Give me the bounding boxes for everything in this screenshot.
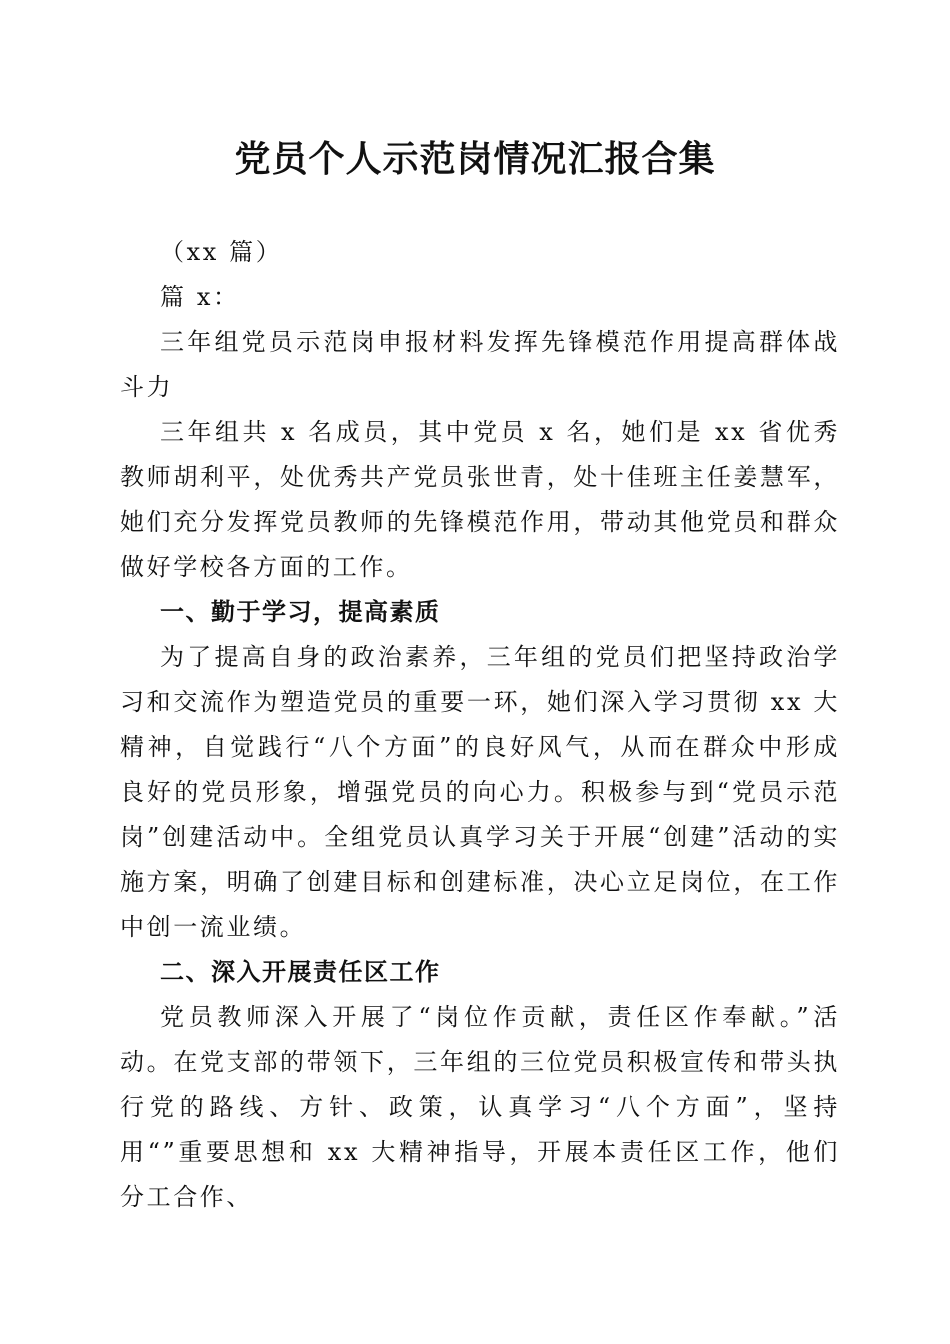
document-body — [120, 230, 840, 1220]
paragraph-intro: 三年组共 x 名成员，其中党员 x 名，她们是 xx 省优秀教师胡利平，处优秀共产党员张世青，处十佳班主任姜慧军，她们充分发挥党员教师的先锋模范作用，带动其他党员和群众做好学校各方面的工作。 — [120, 418, 840, 581]
document-title: 党员个人示范岗情况汇报合集 — [234, 139, 716, 180]
paragraph-chapter-label: 篇 x： — [160, 283, 240, 311]
section-heading-study: 一、勤于学习，提高素质 — [160, 598, 441, 626]
section-heading-responsibility: 二、深入开展责任区工作 — [160, 958, 441, 986]
paragraph-volume-count: （xx 篇） — [160, 238, 283, 266]
paragraph-subtitle: 三年组党员示范岗申报材料发挥先锋模范作用提高群体战斗力 — [120, 328, 840, 401]
paragraph-responsibility: 党员教师深入开展了“岗位作贡献，责任区作奉献。”活动。在党支部的带领下，三年组的三位党员积极宣传和带头执行党的路线、方针、政策，认真学习“八个方面”，坚持用“”重要思想和 xx 大精神指导，开展本责任区工作，他们分工合作、 — [120, 1003, 840, 1211]
paragraph-study: 为了提高自身的政治素养，三年组的党员们把坚持政治学习和交流作为塑造党员的重要一环，她们深入学习贯彻 xx 大精神，自觉践行“八个方面”的良好风气，从而在群众中形成良好的党员形象，增强党员的向心力。积极参与到“党员示范岗”创建活动中。全组党员认真学习关于开展“创建”活动的实施方案，明确了创建目标和创建标准，决心立足岗位，在工作中创一流业绩。 — [120, 643, 840, 941]
